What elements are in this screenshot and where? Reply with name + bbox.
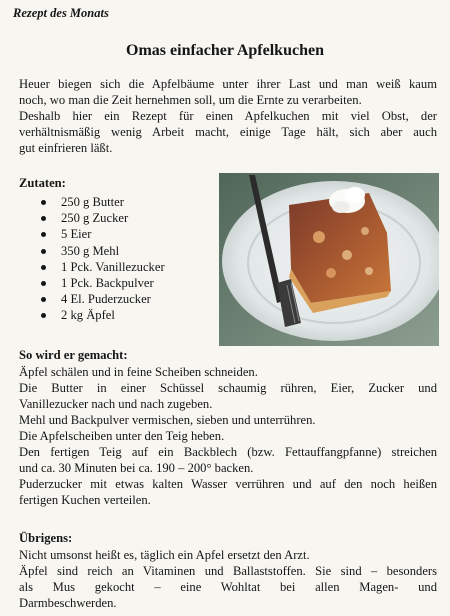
intro-line: Heuer biegen sich die Apfelbäume unter ihrer Last und man weiß kaum	[19, 77, 437, 91]
ingredient-item: 350 g Mehl	[19, 243, 165, 259]
ingredient-item: 5 Eier	[19, 226, 165, 242]
ingredient-item: 2 kg Äpfel	[19, 307, 165, 323]
method-paragraph	[19, 364, 437, 508]
method-line: Den fertigen Teig auf ein Backblech (bzw. Fettauffangpfanne) streichen	[19, 445, 437, 459]
method-line: Die Butter in einer Schüssel schaumig rühren, Eier, Zucker und	[19, 381, 437, 395]
note-paragraph	[19, 547, 437, 611]
note-line: Nicht umsonst heißt es, täglich ein Apfel ersetzt den Arzt.	[19, 548, 310, 562]
method-line: Puderzucker mit etwas kalten Wasser verrühren und auf den noch heißen	[19, 477, 437, 491]
cake-photo	[219, 173, 439, 346]
intro-paragraph	[19, 76, 437, 156]
note-heading: Übrigens:	[19, 531, 73, 545]
method-line: Die Apfelscheiben unter den Teig heben.	[19, 429, 225, 443]
method-line: und ca. 30 Minuten bei ca. 190 – 200° backen.	[19, 461, 254, 475]
recipe-title: Omas einfacher Apfelkuchen	[126, 42, 324, 59]
note-line: als Mus gekocht – eine Wohltat bei allen Magen- und	[19, 580, 437, 594]
method-line: Mehl und Backpulver vermischen, sieben und unterrühren.	[19, 413, 316, 427]
ingredient-item: 4 El. Puderzucker	[19, 291, 165, 307]
cake-photo-illustration	[219, 173, 439, 346]
intro-line: Deshalb hier ein Rezept für einen Apfelkuchen mit viel Obst, der	[19, 109, 437, 123]
method-line: fertigen Kuchen verteilen.	[19, 493, 151, 507]
ingredient-item: 250 g Zucker	[19, 210, 165, 226]
ingredients-heading: Zutaten:	[19, 176, 66, 190]
method-line: Vanillezucker nach und nach zugeben.	[19, 397, 213, 411]
intro-line: noch, wo man die Zeit hernehmen soll, um die Ernte zu verarbeiten.	[19, 93, 362, 107]
intro-line: verhältnismäßig wenig Arbeit macht, einige Tage hält, sich aber auch	[19, 125, 437, 139]
ingredient-item: 1 Pck. Vanillezucker	[19, 259, 165, 275]
note-line: Äpfel sind reich an Vitaminen und Ballaststoffen. Sie sind – besonders	[19, 564, 437, 578]
ingredient-item: 250 g Butter	[19, 194, 165, 210]
intro-line: gut einfrieren läßt.	[19, 141, 113, 155]
method-line: Äpfel schälen und in feine Scheiben schneiden.	[19, 365, 258, 379]
method-heading: So wird er gemacht:	[19, 348, 128, 362]
ingredient-item: 1 Pck. Backpulver	[19, 275, 165, 291]
section-label: Rezept des Monats	[13, 6, 109, 20]
note-line: Darmbeschwerden.	[19, 596, 117, 610]
ingredients-list	[19, 194, 165, 324]
